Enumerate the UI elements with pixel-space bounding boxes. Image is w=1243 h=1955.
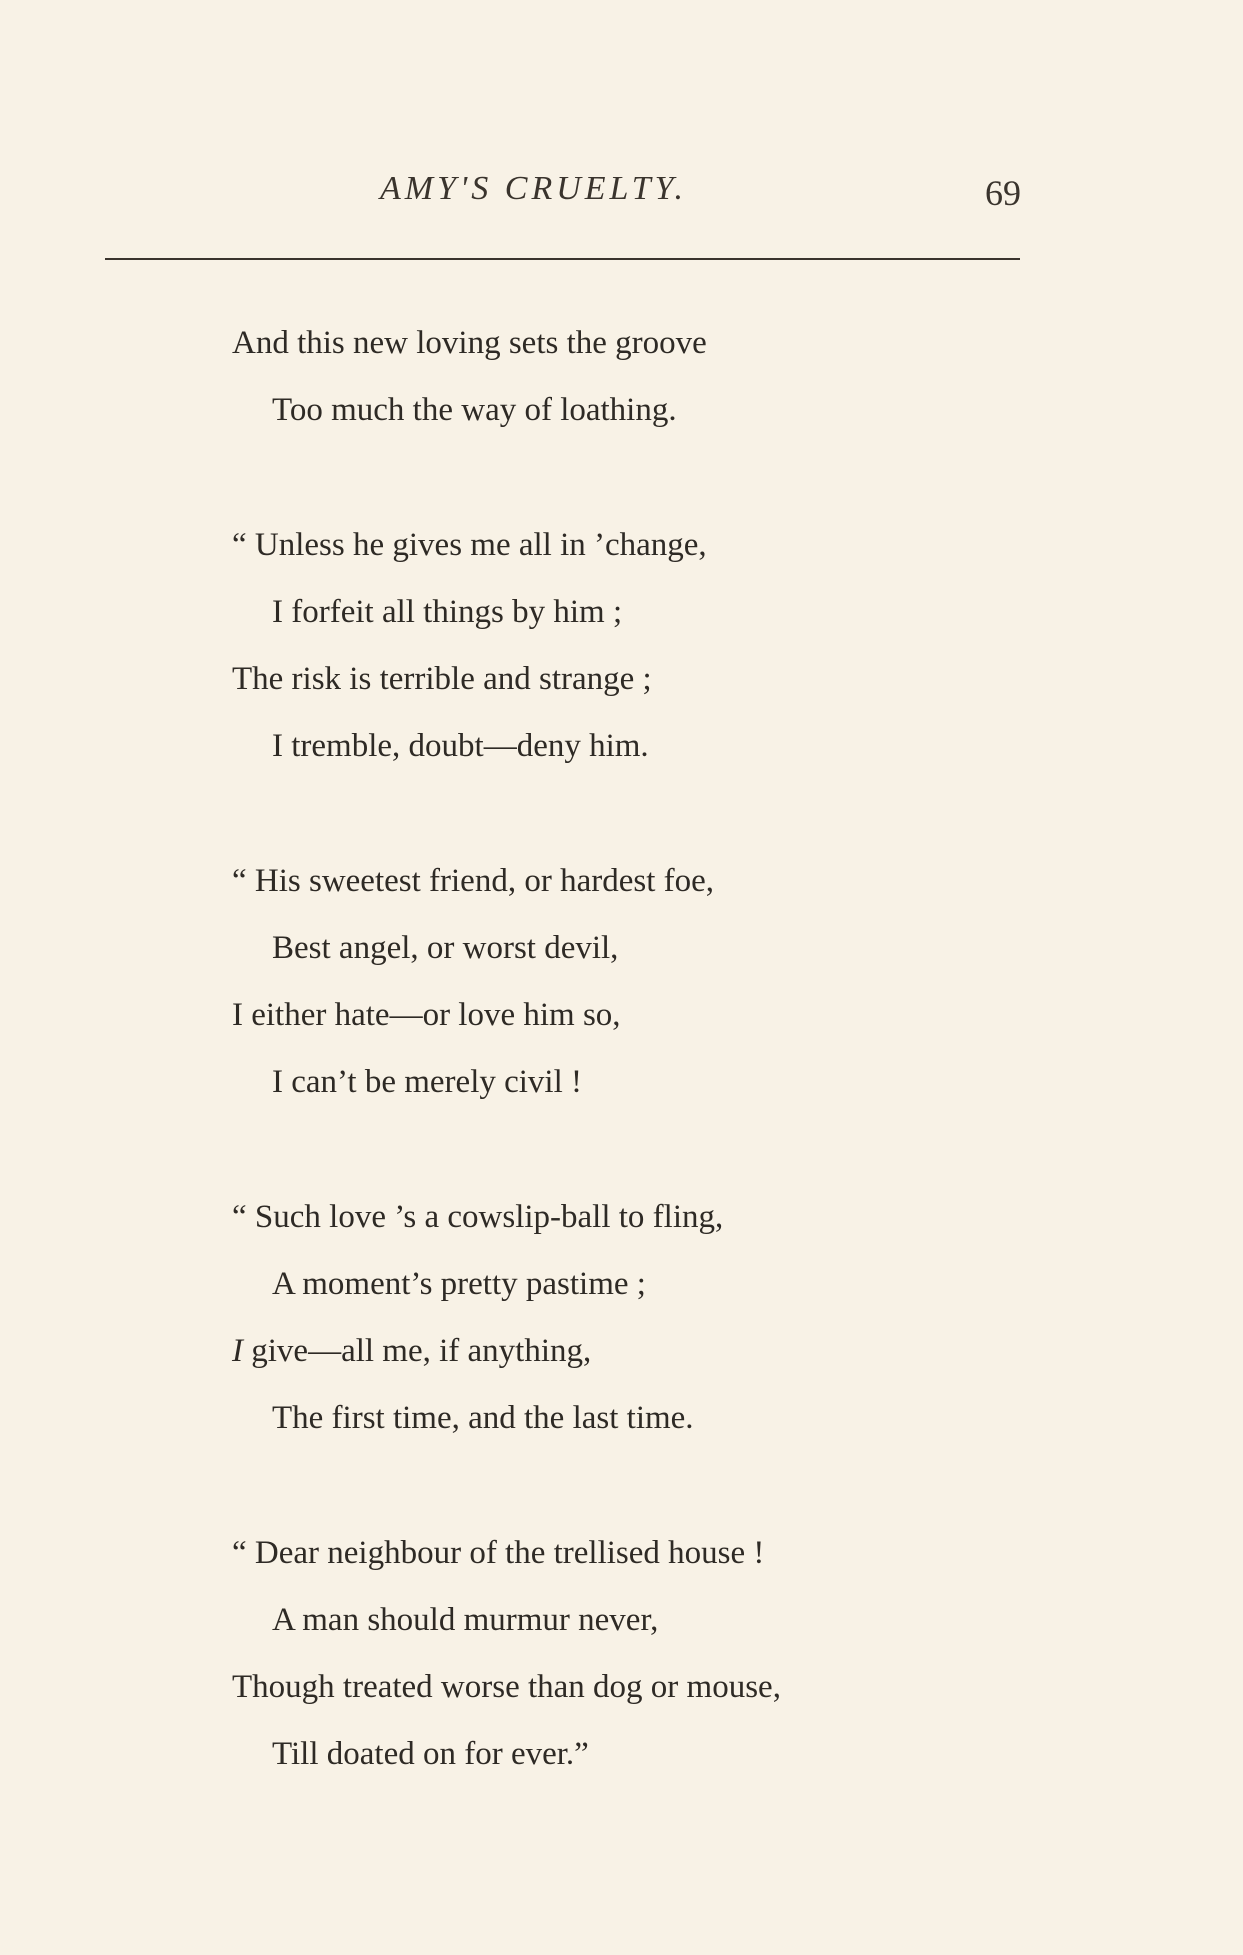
poem-line: And this new loving sets the groove [232,325,707,361]
poem-line: I can’t be merely civil ! [272,1064,583,1100]
poem-line: A man should murmur never, [272,1602,659,1638]
line-remainder: give—all me, if anything, [243,1333,592,1369]
header-rule [105,258,1020,260]
emphasized-word: I [232,1333,243,1369]
poem-line: Too much the way of loathing. [272,392,677,428]
poem-line: I tremble, doubt—deny him. [272,728,649,764]
poem-line: Best angel, or worst devil, [272,930,619,966]
poem [232,310,1132,1856]
poem-line: The risk is terrible and strange ; [232,661,652,697]
stanza-1 [232,310,1132,444]
poem-line: “ Unless he gives me all in ’change, [232,527,707,563]
running-title: AMY'S CRUELTY. [380,170,687,207]
stanza-3 [232,848,1132,1116]
poem-line: The first time, and the last time. [272,1400,694,1436]
running-head [0,170,1243,220]
page-number: 69 [985,173,1021,213]
poem-line: “ Such love ’s a cowslip-ball to fling, [232,1199,724,1235]
poem-line: I either hate—or love him so, [232,997,621,1033]
poem-line: Till doated on for ever.” [272,1736,589,1772]
poem-line: “ Dear neighbour of the trellised house ! [232,1535,765,1571]
poem-line: “ His sweetest friend, or hardest foe, [232,863,714,899]
stanza-5 [232,1520,1132,1788]
poem-line: Though treated worse than dog or mouse, [232,1669,781,1705]
poem-line: A moment’s pretty pastime ; [272,1266,646,1302]
poem-line [232,1318,1132,1385]
poem-line: I forfeit all things by him ; [272,594,623,630]
stanza-2 [232,512,1132,780]
stanza-4 [232,1184,1132,1452]
